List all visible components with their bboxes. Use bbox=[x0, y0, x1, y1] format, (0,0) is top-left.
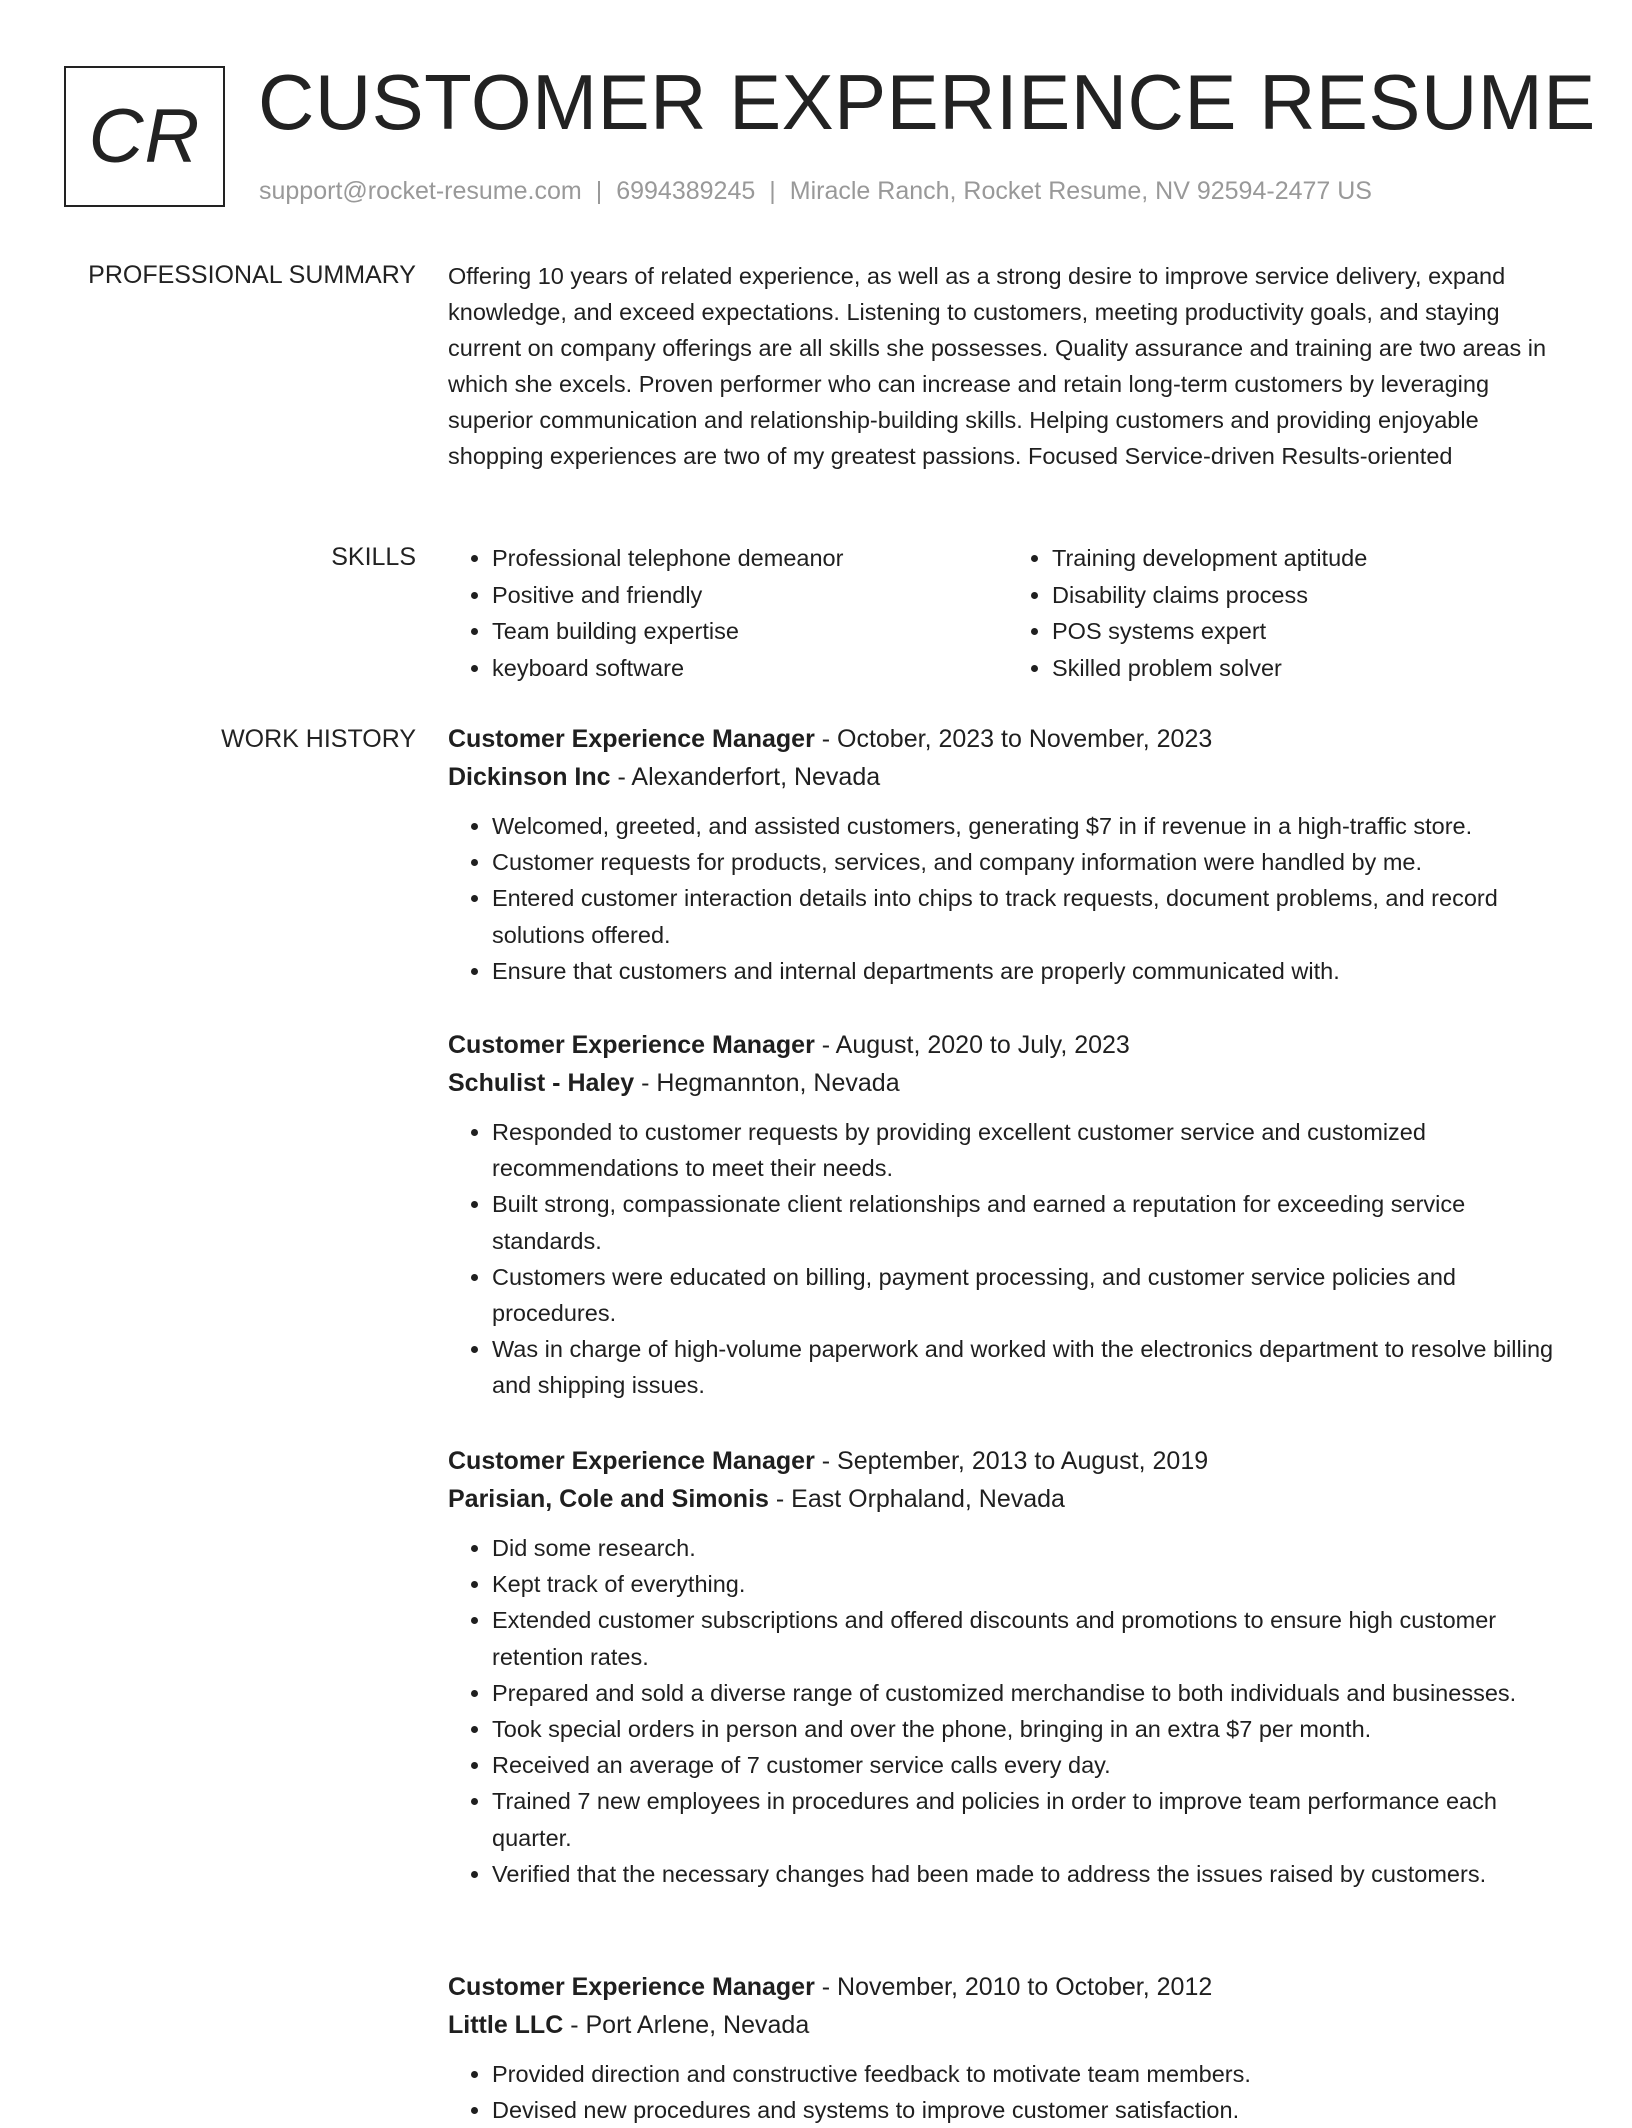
job-bullet: • Built strong, compassionate client relationships and earned a reputation for exceeding service standards. bbox=[492, 1186, 1568, 1258]
monogram-initials: CR bbox=[88, 94, 201, 179]
summary-text: Offering 10 years of related experience, as well as a strong desire to improve service delivery, expand knowledge, and exceed expectations. Listening to customers, meeting productivity goals, and staying current on company offerings are all skills she possesses. Quality assurance and training are two areas in which she excels. Proven performer who can increase and retain long-term customers by leveraging superior communication and relationship-building skills. Helping customers and providing enjoyable shopping experiences are two of my greatest passions. Focused Service-driven Results-oriented bbox=[448, 263, 1547, 469]
job-bullet: • Kept track of everything. bbox=[492, 1566, 1568, 1602]
skill-item: • keyboard software bbox=[492, 650, 1008, 687]
skill-item: • Team building expertise bbox=[492, 613, 1008, 650]
job-dates: October, 2023 to November, 2023 bbox=[837, 725, 1213, 753]
job-body bbox=[448, 720, 1568, 989]
job-company: Parisian, Cole and Simonis bbox=[448, 1485, 769, 1513]
job-body bbox=[448, 1442, 1568, 1892]
job-title-line: Customer Experience Manager - September, 2013 to August, 2019 bbox=[448, 1447, 1209, 1475]
skills-column-left bbox=[448, 540, 1008, 686]
job-bullet: • Entered customer interaction details into chips to track requests, document problems, and record solutions offered. bbox=[492, 880, 1568, 952]
job-company-line: Parisian, Cole and Simonis - East Orphaland, Nevada bbox=[448, 1485, 1065, 1513]
contact-separator: | bbox=[769, 177, 776, 205]
job-location: East Orphaland, Nevada bbox=[791, 1485, 1065, 1513]
job-title-line: Customer Experience Manager - November, 2010 to October, 2012 bbox=[448, 1973, 1213, 2001]
skill-item: • Professional telephone demeanor bbox=[492, 540, 1008, 577]
contact-phone: 6994389245 bbox=[616, 177, 756, 205]
job-location: Port Arlene, Nevada bbox=[585, 2011, 810, 2039]
job-bullets bbox=[448, 1530, 1568, 1892]
job-location: Hegmannton, Nevada bbox=[656, 1069, 900, 1097]
job-company-line: Schulist - Haley - Hegmannton, Nevada bbox=[448, 1069, 900, 1097]
job-bullet: • Customers were educated on billing, payment processing, and customer service policies and procedures. bbox=[492, 1259, 1568, 1331]
job-company: Schulist - Haley bbox=[448, 1069, 635, 1097]
job-title-line: Customer Experience Manager - August, 2020 to July, 2023 bbox=[448, 1031, 1130, 1059]
job-company: Little LLC bbox=[448, 2011, 564, 2039]
job-company: Dickinson Inc bbox=[448, 763, 611, 791]
job-company-line: Dickinson Inc - Alexanderfort, Nevada bbox=[448, 763, 881, 791]
skills-grid bbox=[448, 540, 1568, 686]
summary-heading: PROFESSIONAL SUMMARY bbox=[88, 261, 416, 289]
monogram-box bbox=[64, 66, 225, 207]
job-role: Customer Experience Manager bbox=[448, 1973, 815, 2001]
job-title-line: Customer Experience Manager - October, 2023 to November, 2023 bbox=[448, 725, 1213, 753]
skills-column-right bbox=[1008, 540, 1568, 686]
job-body bbox=[448, 1968, 1568, 2128]
job-bullets bbox=[448, 1114, 1568, 1404]
job-bullet: • Devised new procedures and systems to improve customer satisfaction. bbox=[492, 2092, 1568, 2128]
job-role: Customer Experience Manager bbox=[448, 1031, 815, 1059]
job-bullet: • Provided direction and constructive feedback to motivate team members. bbox=[492, 2056, 1568, 2092]
job-bullet: • Trained 7 new employees in procedures and policies in order to improve team performance each quarter. bbox=[492, 1783, 1568, 1855]
resume-title: CUSTOMER EXPERIENCE RESUME bbox=[258, 58, 1596, 146]
job-bullets bbox=[448, 2056, 1568, 2128]
contact-separator: | bbox=[595, 177, 603, 205]
job-bullets bbox=[448, 808, 1568, 989]
job-company-line: Little LLC - Port Arlene, Nevada bbox=[448, 2011, 810, 2039]
job-role: Customer Experience Manager bbox=[448, 725, 815, 753]
job-bullet: • Prepared and sold a diverse range of customized merchandise to both individuals and businesses. bbox=[492, 1675, 1568, 1711]
job-bullet: • Took special orders in person and over the phone, bringing in an extra $7 per month. bbox=[492, 1711, 1568, 1747]
skill-item: • POS systems expert bbox=[1052, 613, 1568, 650]
job-bullet: • Extended customer subscriptions and offered discounts and promotions to ensure high customer retention rates. bbox=[492, 1602, 1568, 1674]
job-role: Customer Experience Manager bbox=[448, 1447, 815, 1475]
skill-item: • Skilled problem solver bbox=[1052, 650, 1568, 687]
contact-email: support@rocket-resume.com bbox=[259, 177, 582, 205]
skill-item: • Training development aptitude bbox=[1052, 540, 1568, 577]
job-body bbox=[448, 1026, 1568, 1404]
job-bullet: • Received an average of 7 customer service calls every day. bbox=[492, 1747, 1568, 1783]
skills-body bbox=[448, 540, 1568, 686]
job-bullet: • Responded to customer requests by providing excellent customer service and customized recommendations to meet their needs. bbox=[492, 1114, 1568, 1186]
job-bullet: • Ensure that customers and internal departments are properly communicated with. bbox=[492, 953, 1568, 989]
job-dates: August, 2020 to July, 2023 bbox=[835, 1031, 1130, 1059]
work-history-heading: WORK HISTORY bbox=[221, 725, 416, 753]
job-bullet: • Was in charge of high-volume paperwork and worked with the electronics department to resolve billing and shipping issues. bbox=[492, 1331, 1568, 1403]
job-bullet: • Verified that the necessary changes had been made to address the issues raised by customers. bbox=[492, 1856, 1568, 1892]
job-bullet: • Did some research. bbox=[492, 1530, 1568, 1566]
contact-address: Miracle Ranch, Rocket Resume, NV 92594-2477 US bbox=[789, 177, 1372, 205]
skill-item: • Positive and friendly bbox=[492, 577, 1008, 614]
job-bullet: • Customer requests for products, services, and company information were handled by me. bbox=[492, 844, 1568, 880]
skills-heading: SKILLS bbox=[331, 543, 416, 571]
job-location: Alexanderfort, Nevada bbox=[631, 763, 881, 791]
summary-body bbox=[448, 258, 1568, 474]
contact-line bbox=[259, 174, 1372, 208]
job-dates: September, 2013 to August, 2019 bbox=[837, 1447, 1209, 1475]
skill-item: • Disability claims process bbox=[1052, 577, 1568, 614]
job-dates: November, 2010 to October, 2012 bbox=[837, 1973, 1213, 2001]
job-bullet: • Welcomed, greeted, and assisted customers, generating $7 in if revenue in a high-traffic store. bbox=[492, 808, 1568, 844]
